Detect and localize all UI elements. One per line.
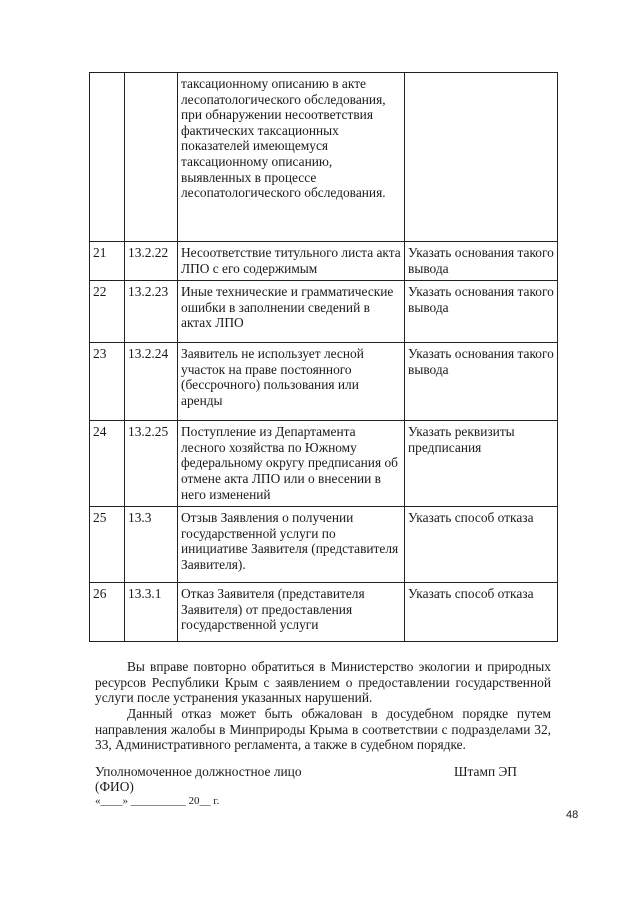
row-number: 21 bbox=[90, 242, 125, 281]
row-number bbox=[90, 73, 125, 242]
row-action bbox=[405, 73, 558, 242]
row-code: 13.3 bbox=[125, 507, 178, 583]
row-number: 24 bbox=[90, 421, 125, 507]
row-code: 13.2.23 bbox=[125, 281, 178, 343]
row-action: Указать основания такого вывода bbox=[405, 343, 558, 421]
row-code: 13.2.24 bbox=[125, 343, 178, 421]
table-row bbox=[90, 583, 558, 642]
table-row bbox=[90, 507, 558, 583]
violations-table bbox=[89, 72, 558, 642]
row-description: таксационному описанию в акте лесопатологического обследования, при обнаружении несоответствия фактических таксационных показателей имеющемуся таксационному описанию, выявленных в процессе лесопатологического обследования. bbox=[178, 73, 405, 242]
row-action: Указать способ отказа bbox=[405, 583, 558, 642]
row-code bbox=[125, 73, 178, 242]
table-row bbox=[90, 281, 558, 343]
row-number: 25 bbox=[90, 507, 125, 583]
official-label: Уполномоченное должностное лицо bbox=[95, 764, 302, 779]
row-code: 13.2.25 bbox=[125, 421, 178, 507]
page-number: 48 bbox=[566, 809, 579, 821]
row-description: Отзыв Заявления о получении государственной услуги по инициативе Заявителя (представителя Заявителя). bbox=[178, 507, 405, 583]
row-action: Указать основания такого вывода bbox=[405, 281, 558, 343]
row-description: Заявитель не использует лесной участок на праве постоянного (бессрочного) пользования или аренды bbox=[178, 343, 405, 421]
stamp-label: Штамп ЭП bbox=[454, 764, 517, 779]
row-action: Указать реквизиты предписания bbox=[405, 421, 558, 507]
row-code: 13.3.1 bbox=[125, 583, 178, 642]
fio-label: (ФИО) bbox=[95, 779, 134, 794]
paragraph-reapply: Вы вправе повторно обратиться в Министерство экологии и природных ресурсов Республики Крым с заявлением о предоставлении государственной услуги после устранения указанных нарушений. bbox=[95, 659, 551, 706]
row-number: 22 bbox=[90, 281, 125, 343]
row-number: 26 bbox=[90, 583, 125, 642]
row-description: Поступление из Департамента лесного хозяйства по Южному федеральному округу предписания об отмене акта ЛПО или о внесении в него изменений bbox=[178, 421, 405, 507]
table-row bbox=[90, 421, 558, 507]
row-description: Отказ Заявителя (представителя Заявителя) от предоставления государственной услуги bbox=[178, 583, 405, 642]
row-number: 23 bbox=[90, 343, 125, 421]
paragraph-appeal: Данный отказ может быть обжалован в досудебном порядке путем направления жалобы в Минприроды Крыма в соответствии с подразделами 32, 33, Административного регламента, а также в судебном порядке. bbox=[95, 706, 551, 753]
row-action: Указать основания такого вывода bbox=[405, 242, 558, 281]
row-description: Несоответствие титульного листа акта ЛПО с его содержимым bbox=[178, 242, 405, 281]
table-row bbox=[90, 343, 558, 421]
table-row bbox=[90, 242, 558, 281]
date-line: «____» __________ 20__ г. bbox=[95, 795, 220, 807]
table-row bbox=[90, 73, 558, 242]
row-code: 13.2.22 bbox=[125, 242, 178, 281]
row-description: Иные технические и грамматические ошибки в заполнении сведений в актах ЛПО bbox=[178, 281, 405, 343]
row-action: Указать способ отказа bbox=[405, 507, 558, 583]
